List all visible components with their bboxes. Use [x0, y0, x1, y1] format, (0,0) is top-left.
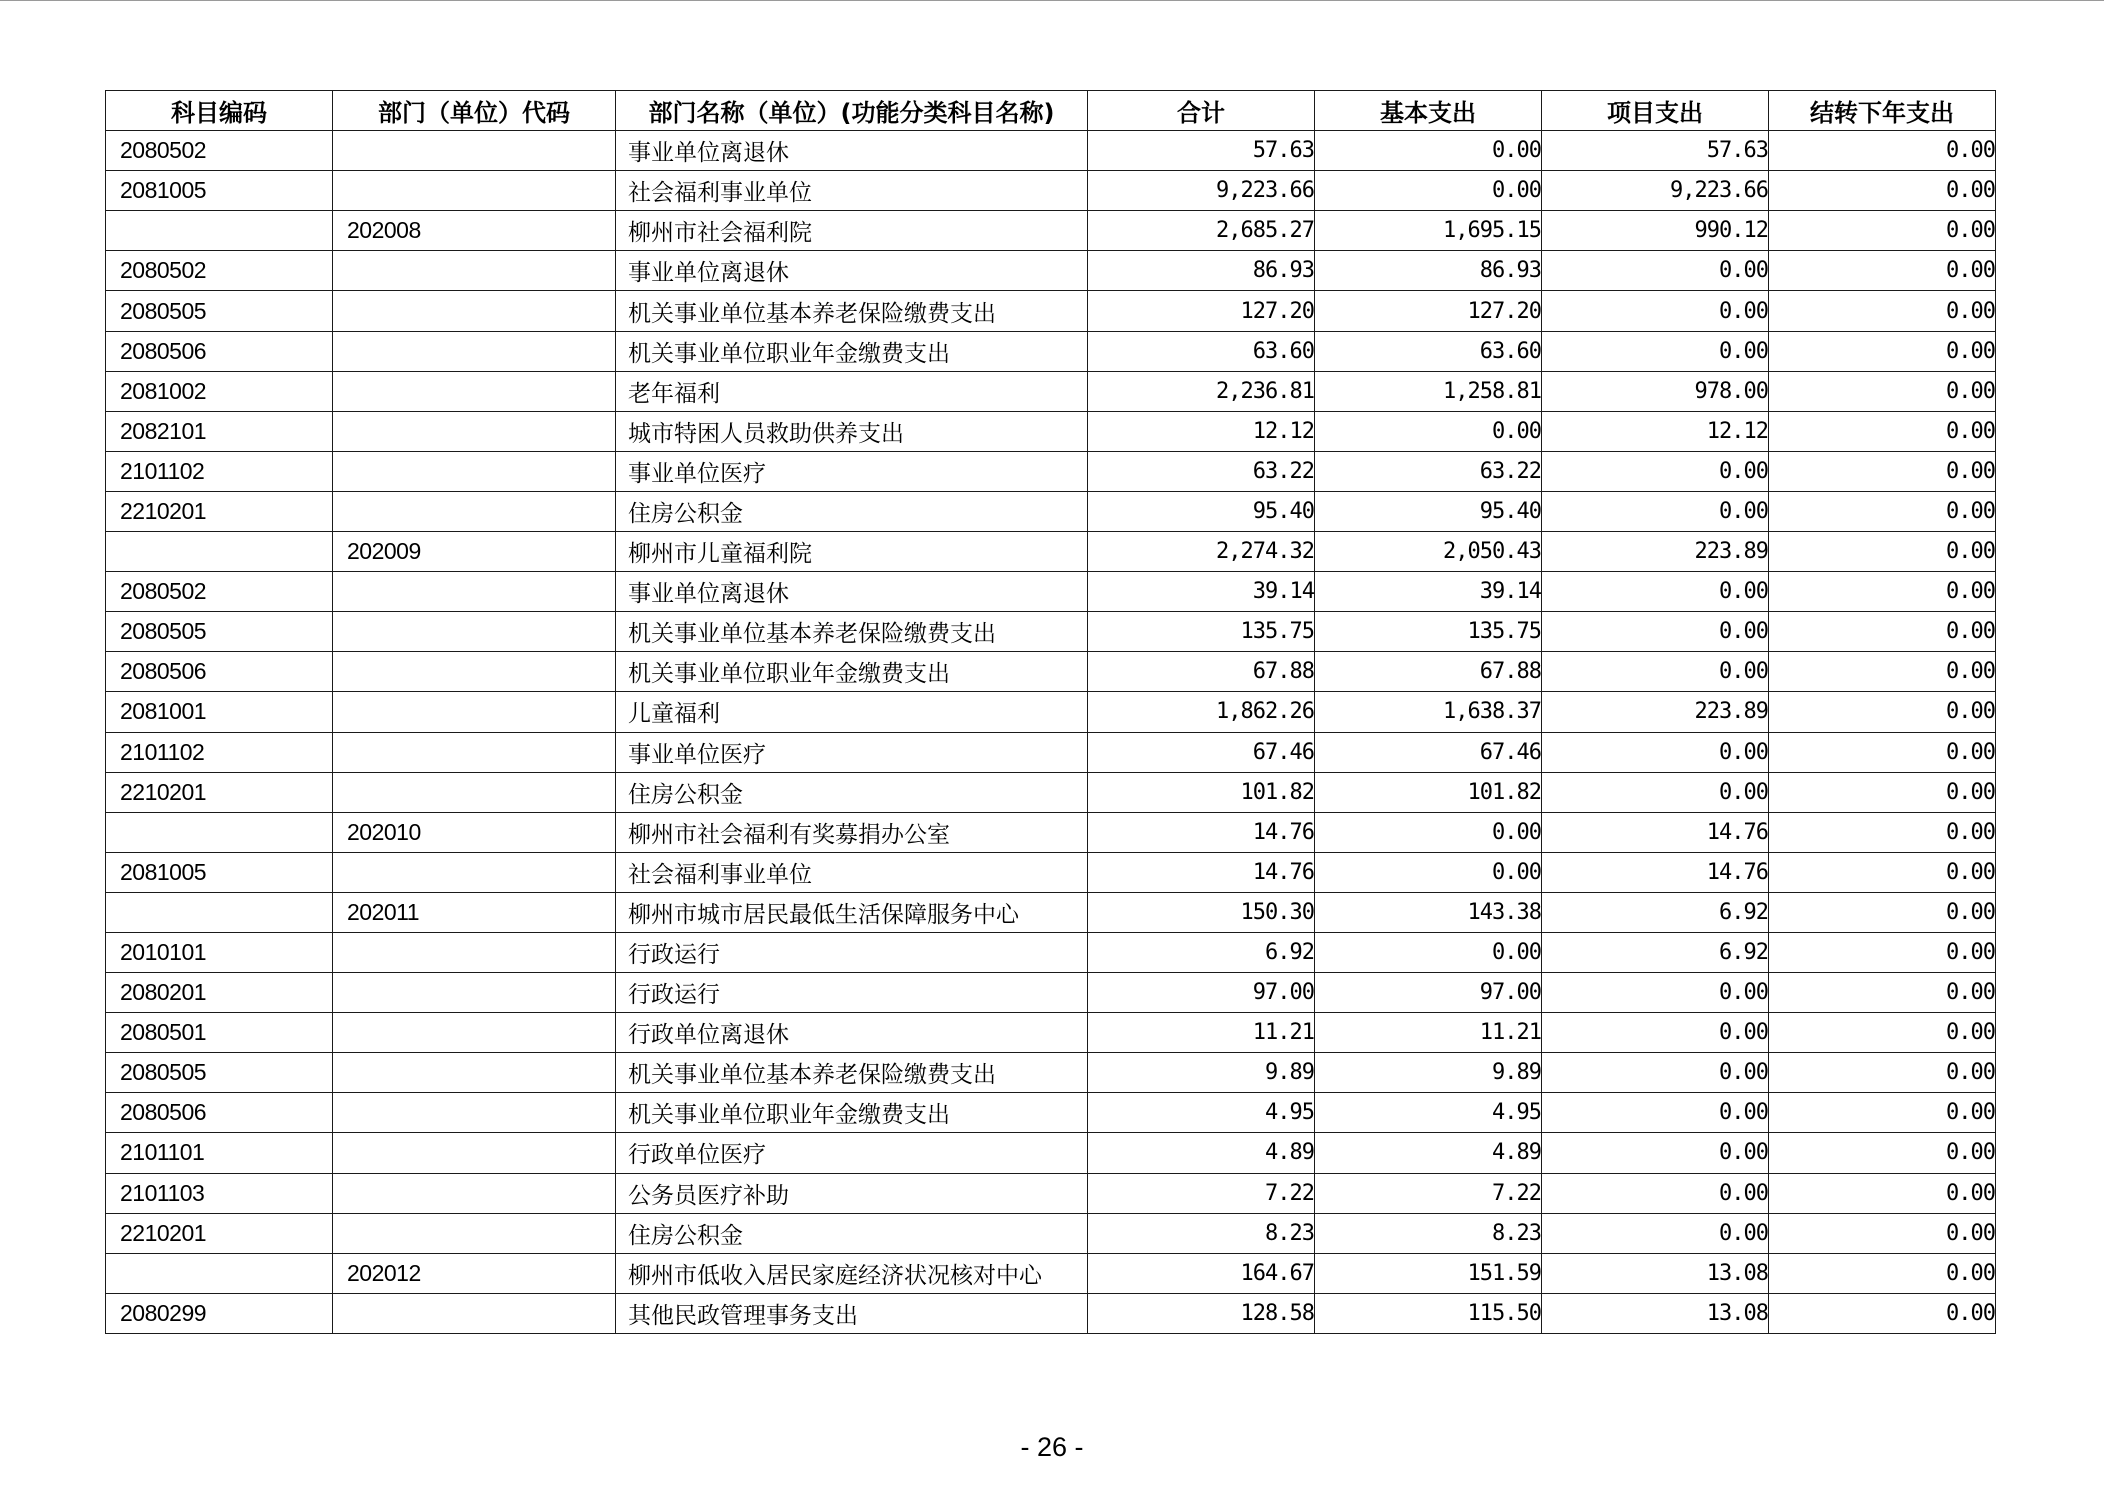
table-row — [106, 411, 1996, 451]
cell-subject-code: 2080502 — [106, 131, 333, 171]
cell-carryover-expense: 0.00 — [1769, 1013, 1996, 1053]
cell-total: 150.30 — [1088, 892, 1315, 932]
cell-subject-code: 2010101 — [106, 932, 333, 972]
cell-subject-code: 2210201 — [106, 1213, 333, 1253]
cell-project-expense: 223.89 — [1542, 532, 1769, 572]
cell-basic-expense: 63.60 — [1315, 331, 1542, 371]
cell-basic-expense: 115.50 — [1315, 1293, 1542, 1333]
cell-project-expense: 0.00 — [1542, 612, 1769, 652]
cell-project-expense: 0.00 — [1542, 973, 1769, 1013]
cell-dept-code — [333, 572, 616, 612]
table-row — [106, 852, 1996, 892]
cell-dept-name: 机关事业单位职业年金缴费支出 — [616, 1093, 1088, 1133]
cell-dept-code — [333, 932, 616, 972]
cell-basic-expense: 1,695.15 — [1315, 211, 1542, 251]
top-border-line — [0, 0, 2104, 1]
cell-total: 11.21 — [1088, 1013, 1315, 1053]
cell-subject-code: 2210201 — [106, 491, 333, 531]
table-row — [106, 612, 1996, 652]
table-row — [106, 1293, 1996, 1333]
cell-total: 164.67 — [1088, 1253, 1315, 1293]
cell-carryover-expense: 0.00 — [1769, 211, 1996, 251]
cell-basic-expense: 4.95 — [1315, 1093, 1542, 1133]
cell-basic-expense: 0.00 — [1315, 812, 1542, 852]
cell-subject-code: 2101102 — [106, 451, 333, 491]
cell-basic-expense: 97.00 — [1315, 973, 1542, 1013]
cell-subject-code: 2080505 — [106, 612, 333, 652]
table-row — [106, 973, 1996, 1013]
cell-dept-code — [333, 1293, 616, 1333]
cell-total: 9.89 — [1088, 1053, 1315, 1093]
cell-subject-code: 2080201 — [106, 973, 333, 1013]
cell-dept-name: 行政单位离退休 — [616, 1013, 1088, 1053]
cell-carryover-expense: 0.00 — [1769, 852, 1996, 892]
cell-project-expense: 0.00 — [1542, 451, 1769, 491]
cell-basic-expense: 7.22 — [1315, 1173, 1542, 1213]
cell-project-expense: 14.76 — [1542, 852, 1769, 892]
cell-basic-expense: 135.75 — [1315, 612, 1542, 652]
table-row — [106, 892, 1996, 932]
cell-project-expense: 0.00 — [1542, 491, 1769, 531]
cell-total: 7.22 — [1088, 1173, 1315, 1213]
cell-carryover-expense: 0.00 — [1769, 932, 1996, 972]
cell-dept-code: 202008 — [333, 211, 616, 251]
cell-basic-expense: 143.38 — [1315, 892, 1542, 932]
cell-subject-code: 2080505 — [106, 291, 333, 331]
cell-subject-code: 2082101 — [106, 411, 333, 451]
cell-dept-code — [333, 652, 616, 692]
cell-dept-name: 城市特困人员救助供养支出 — [616, 411, 1088, 451]
cell-carryover-expense: 0.00 — [1769, 652, 1996, 692]
cell-total: 6.92 — [1088, 932, 1315, 972]
cell-carryover-expense: 0.00 — [1769, 532, 1996, 572]
cell-project-expense: 0.00 — [1542, 331, 1769, 371]
cell-project-expense: 0.00 — [1542, 1173, 1769, 1213]
cell-carryover-expense: 0.00 — [1769, 411, 1996, 451]
cell-total: 1,862.26 — [1088, 692, 1315, 732]
cell-carryover-expense: 0.00 — [1769, 331, 1996, 371]
cell-project-expense: 0.00 — [1542, 1013, 1769, 1053]
cell-subject-code — [106, 892, 333, 932]
table-row — [106, 171, 1996, 211]
table-row — [106, 1013, 1996, 1053]
table-row — [106, 211, 1996, 251]
table-row — [106, 572, 1996, 612]
cell-carryover-expense: 0.00 — [1769, 1093, 1996, 1133]
table-row — [106, 491, 1996, 531]
cell-carryover-expense: 0.00 — [1769, 291, 1996, 331]
cell-basic-expense: 0.00 — [1315, 131, 1542, 171]
cell-dept-code — [333, 852, 616, 892]
cell-dept-name: 事业单位医疗 — [616, 451, 1088, 491]
cell-carryover-expense: 0.00 — [1769, 491, 1996, 531]
cell-dept-name: 住房公积金 — [616, 491, 1088, 531]
table-row — [106, 732, 1996, 772]
cell-dept-name: 事业单位离退休 — [616, 251, 1088, 291]
cell-carryover-expense: 0.00 — [1769, 1293, 1996, 1333]
cell-project-expense: 0.00 — [1542, 1093, 1769, 1133]
cell-basic-expense: 4.89 — [1315, 1133, 1542, 1173]
cell-total: 4.89 — [1088, 1133, 1315, 1173]
cell-subject-code: 2080506 — [106, 1093, 333, 1133]
cell-dept-code — [333, 1213, 616, 1253]
header-carryover-expense: 结转下年支出 — [1769, 91, 1996, 131]
table-row — [106, 692, 1996, 732]
cell-total: 9,223.66 — [1088, 171, 1315, 211]
cell-subject-code: 2101102 — [106, 732, 333, 772]
cell-total: 14.76 — [1088, 812, 1315, 852]
cell-dept-name: 儿童福利 — [616, 692, 1088, 732]
cell-basic-expense: 0.00 — [1315, 171, 1542, 211]
cell-dept-name: 公务员医疗补助 — [616, 1173, 1088, 1213]
cell-dept-name: 老年福利 — [616, 371, 1088, 411]
cell-dept-code — [333, 772, 616, 812]
cell-basic-expense: 0.00 — [1315, 411, 1542, 451]
cell-project-expense: 0.00 — [1542, 772, 1769, 812]
cell-dept-name: 柳州市社会福利有奖募捐办公室 — [616, 812, 1088, 852]
cell-basic-expense: 39.14 — [1315, 572, 1542, 612]
cell-subject-code: 2080502 — [106, 572, 333, 612]
cell-carryover-expense: 0.00 — [1769, 131, 1996, 171]
cell-dept-name: 事业单位离退休 — [616, 572, 1088, 612]
cell-dept-name: 社会福利事业单位 — [616, 171, 1088, 211]
cell-total: 135.75 — [1088, 612, 1315, 652]
cell-dept-code — [333, 1093, 616, 1133]
table-row — [106, 131, 1996, 171]
cell-subject-code: 2080505 — [106, 1053, 333, 1093]
cell-carryover-expense: 0.00 — [1769, 251, 1996, 291]
cell-dept-code — [333, 331, 616, 371]
cell-subject-code — [106, 812, 333, 852]
cell-subject-code: 2101101 — [106, 1133, 333, 1173]
cell-project-expense: 0.00 — [1542, 251, 1769, 291]
table-body — [106, 131, 1996, 1334]
page-number: - 26 - — [1020, 1432, 1084, 1462]
cell-dept-code — [333, 612, 616, 652]
cell-dept-name: 住房公积金 — [616, 772, 1088, 812]
cell-basic-expense: 0.00 — [1315, 932, 1542, 972]
cell-project-expense: 0.00 — [1542, 1133, 1769, 1173]
cell-dept-code: 202010 — [333, 812, 616, 852]
table-row — [106, 331, 1996, 371]
cell-total: 12.12 — [1088, 411, 1315, 451]
cell-carryover-expense: 0.00 — [1769, 892, 1996, 932]
cell-project-expense: 0.00 — [1542, 572, 1769, 612]
table-row — [106, 451, 1996, 491]
cell-dept-code — [333, 732, 616, 772]
cell-dept-code — [333, 251, 616, 291]
cell-dept-name: 机关事业单位基本养老保险缴费支出 — [616, 612, 1088, 652]
cell-dept-name: 行政单位医疗 — [616, 1133, 1088, 1173]
cell-total: 97.00 — [1088, 973, 1315, 1013]
cell-total: 8.23 — [1088, 1213, 1315, 1253]
header-basic-expense: 基本支出 — [1315, 91, 1542, 131]
cell-carryover-expense: 0.00 — [1769, 612, 1996, 652]
table-row — [106, 1093, 1996, 1133]
cell-total: 2,236.81 — [1088, 371, 1315, 411]
cell-subject-code: 2080506 — [106, 331, 333, 371]
cell-dept-name: 机关事业单位基本养老保险缴费支出 — [616, 291, 1088, 331]
cell-total: 101.82 — [1088, 772, 1315, 812]
cell-total: 2,685.27 — [1088, 211, 1315, 251]
header-subject-code: 科目编码 — [106, 91, 333, 131]
cell-project-expense: 0.00 — [1542, 652, 1769, 692]
cell-total: 4.95 — [1088, 1093, 1315, 1133]
table-row — [106, 1213, 1996, 1253]
table-row — [106, 532, 1996, 572]
cell-dept-code — [333, 692, 616, 732]
cell-dept-name: 柳州市儿童福利院 — [616, 532, 1088, 572]
table-row — [106, 291, 1996, 331]
cell-subject-code: 2081005 — [106, 852, 333, 892]
table-row — [106, 652, 1996, 692]
table-row — [106, 1173, 1996, 1213]
cell-project-expense: 12.12 — [1542, 411, 1769, 451]
cell-carryover-expense: 0.00 — [1769, 1213, 1996, 1253]
cell-basic-expense: 2,050.43 — [1315, 532, 1542, 572]
cell-total: 86.93 — [1088, 251, 1315, 291]
cell-dept-name: 社会福利事业单位 — [616, 852, 1088, 892]
table-row — [106, 932, 1996, 972]
cell-subject-code — [106, 1253, 333, 1293]
cell-project-expense: 978.00 — [1542, 371, 1769, 411]
cell-dept-code — [333, 451, 616, 491]
cell-subject-code: 2081002 — [106, 371, 333, 411]
cell-project-expense: 0.00 — [1542, 732, 1769, 772]
cell-subject-code: 2081001 — [106, 692, 333, 732]
cell-subject-code: 2080501 — [106, 1013, 333, 1053]
table-row — [106, 812, 1996, 852]
cell-dept-name: 事业单位离退休 — [616, 131, 1088, 171]
cell-total: 57.63 — [1088, 131, 1315, 171]
cell-dept-name: 柳州市城市居民最低生活保障服务中心 — [616, 892, 1088, 932]
cell-dept-name: 行政运行 — [616, 932, 1088, 972]
cell-project-expense: 0.00 — [1542, 1053, 1769, 1093]
cell-dept-code — [333, 131, 616, 171]
cell-basic-expense: 63.22 — [1315, 451, 1542, 491]
table-row — [106, 1133, 1996, 1173]
cell-project-expense: 223.89 — [1542, 692, 1769, 732]
cell-total: 67.88 — [1088, 652, 1315, 692]
cell-dept-name: 事业单位医疗 — [616, 732, 1088, 772]
cell-carryover-expense: 0.00 — [1769, 451, 1996, 491]
cell-subject-code: 2080299 — [106, 1293, 333, 1333]
cell-dept-code — [333, 973, 616, 1013]
cell-basic-expense: 9.89 — [1315, 1053, 1542, 1093]
cell-dept-code — [333, 171, 616, 211]
cell-dept-code — [333, 371, 616, 411]
cell-basic-expense: 1,258.81 — [1315, 371, 1542, 411]
cell-total: 39.14 — [1088, 572, 1315, 612]
cell-dept-code: 202011 — [333, 892, 616, 932]
cell-dept-name: 机关事业单位基本养老保险缴费支出 — [616, 1053, 1088, 1093]
cell-basic-expense: 67.46 — [1315, 732, 1542, 772]
cell-dept-code — [333, 1133, 616, 1173]
cell-carryover-expense: 0.00 — [1769, 371, 1996, 411]
cell-carryover-expense: 0.00 — [1769, 772, 1996, 812]
header-total: 合计 — [1088, 91, 1315, 131]
cell-subject-code: 2081005 — [106, 171, 333, 211]
cell-subject-code: 2080506 — [106, 652, 333, 692]
cell-carryover-expense: 0.00 — [1769, 171, 1996, 211]
cell-total: 127.20 — [1088, 291, 1315, 331]
cell-project-expense: 6.92 — [1542, 932, 1769, 972]
cell-carryover-expense: 0.00 — [1769, 1053, 1996, 1093]
table-header-row — [106, 91, 1996, 131]
cell-dept-name: 住房公积金 — [616, 1213, 1088, 1253]
cell-basic-expense: 86.93 — [1315, 251, 1542, 291]
cell-dept-code: 202012 — [333, 1253, 616, 1293]
header-dept-code: 部门（单位）代码 — [333, 91, 616, 131]
cell-basic-expense: 0.00 — [1315, 852, 1542, 892]
cell-total: 2,274.32 — [1088, 532, 1315, 572]
cell-carryover-expense: 0.00 — [1769, 732, 1996, 772]
cell-project-expense: 9,223.66 — [1542, 171, 1769, 211]
cell-dept-code — [333, 1053, 616, 1093]
header-dept-name: 部门名称（单位）(功能分类科目名称) — [616, 91, 1088, 131]
cell-carryover-expense: 0.00 — [1769, 572, 1996, 612]
table-row — [106, 371, 1996, 411]
budget-table-container — [105, 90, 1995, 1334]
cell-carryover-expense: 0.00 — [1769, 812, 1996, 852]
cell-dept-code: 202009 — [333, 532, 616, 572]
cell-project-expense: 13.08 — [1542, 1253, 1769, 1293]
cell-basic-expense: 95.40 — [1315, 491, 1542, 531]
cell-dept-name: 其他民政管理事务支出 — [616, 1293, 1088, 1333]
cell-dept-name: 行政运行 — [616, 973, 1088, 1013]
cell-total: 63.22 — [1088, 451, 1315, 491]
cell-project-expense: 57.63 — [1542, 131, 1769, 171]
cell-basic-expense: 67.88 — [1315, 652, 1542, 692]
cell-basic-expense: 127.20 — [1315, 291, 1542, 331]
cell-subject-code: 2101103 — [106, 1173, 333, 1213]
cell-basic-expense: 101.82 — [1315, 772, 1542, 812]
table-row — [106, 251, 1996, 291]
cell-basic-expense: 151.59 — [1315, 1253, 1542, 1293]
cell-project-expense: 0.00 — [1542, 291, 1769, 331]
cell-subject-code — [106, 532, 333, 572]
cell-dept-code — [333, 1013, 616, 1053]
cell-carryover-expense: 0.00 — [1769, 973, 1996, 1013]
cell-dept-code — [333, 491, 616, 531]
table-row — [106, 1253, 1996, 1293]
cell-project-expense: 14.76 — [1542, 812, 1769, 852]
cell-dept-code — [333, 411, 616, 451]
cell-subject-code — [106, 211, 333, 251]
cell-total: 67.46 — [1088, 732, 1315, 772]
cell-dept-name: 机关事业单位职业年金缴费支出 — [616, 331, 1088, 371]
cell-total: 14.76 — [1088, 852, 1315, 892]
cell-carryover-expense: 0.00 — [1769, 1253, 1996, 1293]
cell-carryover-expense: 0.00 — [1769, 692, 1996, 732]
cell-total: 95.40 — [1088, 491, 1315, 531]
cell-subject-code: 2080502 — [106, 251, 333, 291]
cell-project-expense: 13.08 — [1542, 1293, 1769, 1333]
cell-carryover-expense: 0.00 — [1769, 1133, 1996, 1173]
cell-dept-name: 柳州市社会福利院 — [616, 211, 1088, 251]
cell-basic-expense: 11.21 — [1315, 1013, 1542, 1053]
cell-project-expense: 0.00 — [1542, 1213, 1769, 1253]
cell-total: 128.58 — [1088, 1293, 1315, 1333]
cell-basic-expense: 1,638.37 — [1315, 692, 1542, 732]
cell-basic-expense: 8.23 — [1315, 1213, 1542, 1253]
cell-dept-code — [333, 291, 616, 331]
header-project-expense: 项目支出 — [1542, 91, 1769, 131]
cell-carryover-expense: 0.00 — [1769, 1173, 1996, 1213]
table-row — [106, 1053, 1996, 1093]
cell-dept-name: 柳州市低收入居民家庭经济状况核对中心 — [616, 1253, 1088, 1293]
cell-dept-code — [333, 1173, 616, 1213]
cell-total: 63.60 — [1088, 331, 1315, 371]
table-row — [106, 772, 1996, 812]
cell-dept-name: 机关事业单位职业年金缴费支出 — [616, 652, 1088, 692]
cell-subject-code: 2210201 — [106, 772, 333, 812]
cell-project-expense: 6.92 — [1542, 892, 1769, 932]
cell-project-expense: 990.12 — [1542, 211, 1769, 251]
budget-table — [105, 90, 1996, 1334]
